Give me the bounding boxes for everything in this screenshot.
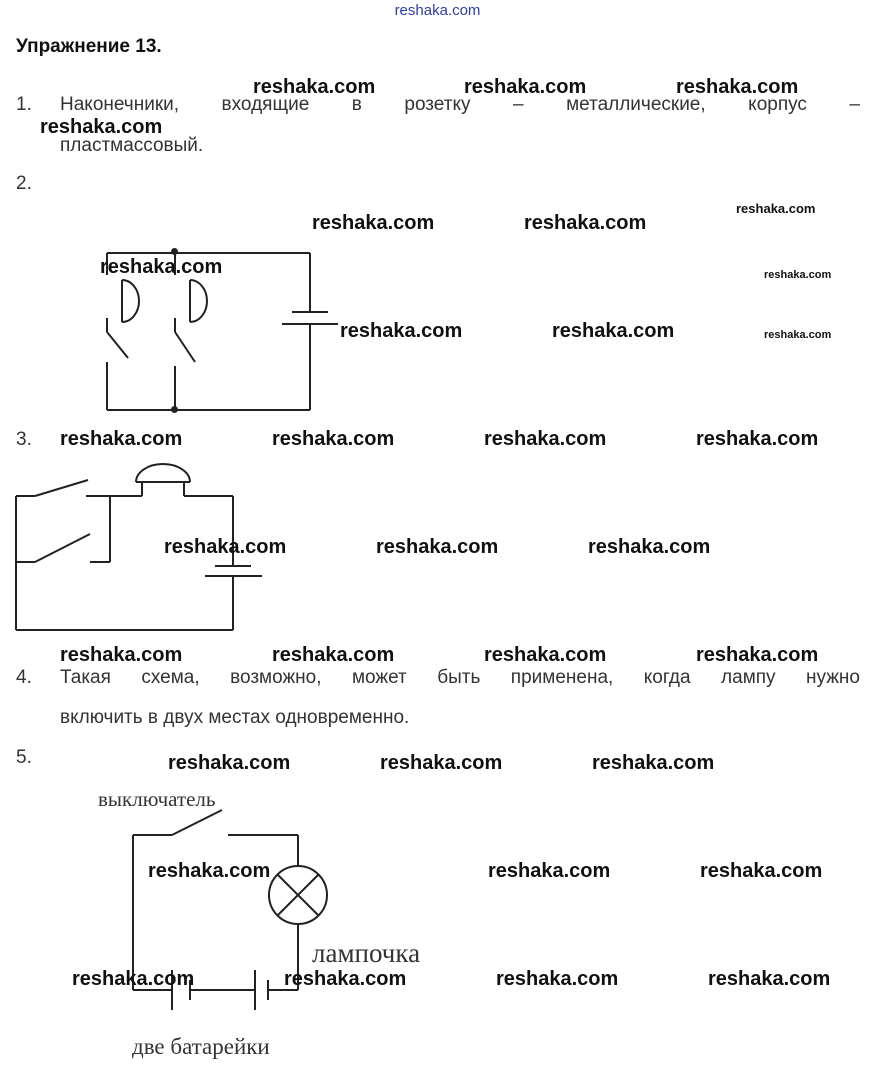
exercise-heading: Упражнение 13. [16,36,162,57]
item-1-text-line2: пластмассовый. [60,135,204,156]
watermark: reshaka.com [100,256,223,278]
watermark: reshaka.com [72,968,195,990]
watermark: reshaka.com [496,968,619,990]
watermark: reshaka.com [464,76,587,98]
item-2-number: 2. [16,173,32,194]
watermark: reshaka.com [588,536,711,558]
watermark: reshaka.com [340,320,463,342]
watermark: reshaka.com [312,212,435,234]
watermark: reshaka.com [60,644,183,666]
item-1-number: 1. [16,94,32,115]
item-4-text-line2: включить в двух местах одновременно. [60,707,410,728]
watermark: reshaka.com [272,428,395,450]
watermark: reshaka.com [168,752,291,774]
watermark: reshaka.com [164,536,287,558]
watermark: reshaka.com [380,752,503,774]
watermark: reshaka.com [708,968,831,990]
item-3-number: 3. [16,429,32,450]
watermark: reshaka.com [696,428,819,450]
watermark: reshaka.com [524,212,647,234]
watermark: reshaka.com [484,428,607,450]
watermark-small: reshaka.com [764,269,832,281]
watermark: reshaka.com [552,320,675,342]
watermark: reshaka.com [272,644,395,666]
batteries-label: две батарейки [132,1034,270,1059]
watermark: reshaka.com [253,76,376,98]
site-watermark: reshaka.com [394,2,481,19]
watermark: reshaka.com [676,76,799,98]
watermark: reshaka.com [696,644,819,666]
watermark: reshaka.com [284,968,407,990]
item-1-text-line1: Наконечники, входящие в розетку – металлические, корпус – [60,94,860,115]
watermark: reshaka.com [484,644,607,666]
lamp-label: лампочка [312,938,421,968]
watermark: reshaka.com [592,752,715,774]
switch-label: выключатель [98,787,216,811]
watermark: reshaka.com [376,536,499,558]
watermark: reshaka.com [40,116,163,138]
item-4-text-line1: Такая схема, возможно, может быть применена, когда лампу нужно [60,667,860,688]
item-5-number: 5. [16,747,32,768]
watermark: reshaka.com [488,860,611,882]
watermark: reshaka.com [60,428,183,450]
watermark-small: reshaka.com [736,201,816,216]
watermark-small: reshaka.com [764,329,832,341]
watermark: reshaka.com [700,860,823,882]
watermark: reshaka.com [148,860,271,882]
item-4-number: 4. [16,667,32,688]
